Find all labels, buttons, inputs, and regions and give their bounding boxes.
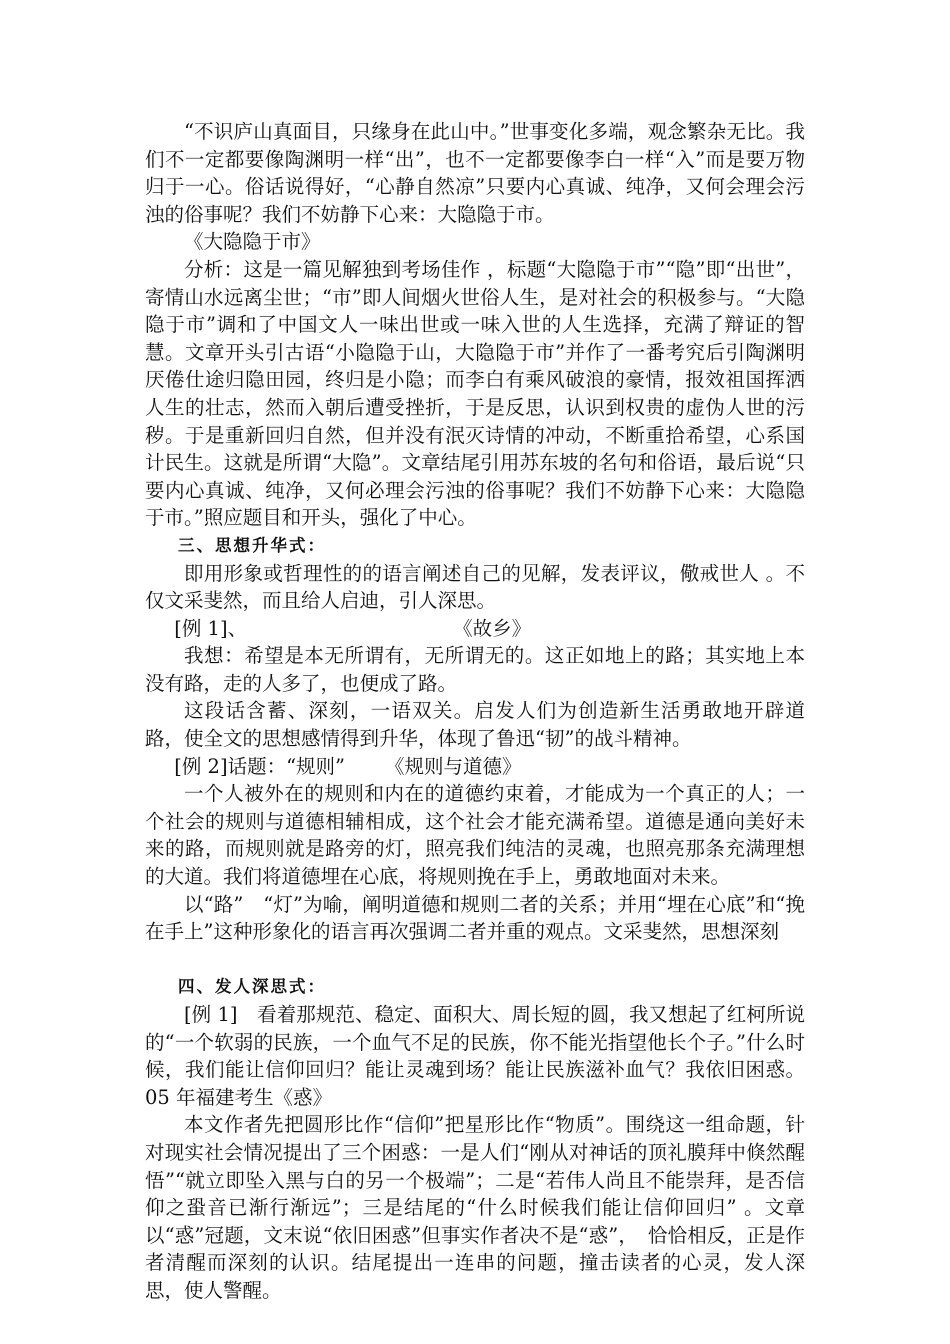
paragraph-method-3: 即用形象或哲理性的的语言阐述自己的见解，发表评议，儆戒世人 。不仅文采斐然，而且给人启迪，引人深思。: [145, 561, 805, 613]
paragraph-analysis: 分析：这是一篇见解独到考场佳作 ，标题“大隐隐于市”“隐”即“出世”，寄情山水远离尘世；“市”即人间烟火世俗人生，是对社会的积极参与。“大隐隐于市”调和了中国文人一味出世或一味入世的人生选择，充满了辩证的智慧。文章开头引古语“小隐隐于山，大隐隐于市”并作了一番考究后引陶渊明厌倦仕途归隐田园，终归是小隐；而李白有乘风破浪的豪情，报效祖国挥洒人生的壮志，然而入朝后遭受挫折，于是反思，认识到权贵的虚伪人世的污秽。于是重新回归自然，但并没有泯灭诗情的冲动，不断重拾希望，心系国计民生。这就是所谓“大隐”。文章结尾引用苏东坡的名句和俗语，最后说“只要内心真诚、纯净，又何必理会污浊的俗事呢？我们不妨静下心来：大隐隐于市。”照应题目和开头，强化了中心。: [145, 257, 805, 530]
section-heading-3: 三、思想升华式：: [178, 535, 326, 555]
section-heading-4: 四、发人深思式：: [178, 977, 326, 997]
paragraph-rules-analysis: 以“路” “灯”为喻，阐明道德和规则二者的关系；并用“埋在心底”和“挽在手上”这种形象化的语言再次强调二者并重的观点。文采斐然，思想深刻: [145, 892, 805, 944]
paragraph-intro-quote: “不识庐山真面目，只缘身在此山中。”世事变化多端，观念繁杂无比。我们不一定都要像陶渊明一样“出”，也不一定都要像李白一样“入”而是要万物归于一心。俗话说得好，“心静自然凉”只要内心真诚、纯净，又何会理会污浊的俗事呢？我们不妨静下心来：大隐隐于市。: [145, 120, 805, 226]
example-1-header: [145, 615, 805, 643]
paragraph-example-huo: [例 1] 看着那规范、稳定、面积大、周长短的圆，我又想起了红柯所说的“一个软弱的民族，一个血气不足的民族，你不能光指望他长个子。”什么时候，我们能让信仰回归？能让灵魂到场？能让民族滋补血气？我依旧困惑。05 年福建考生《惑》: [145, 1003, 805, 1109]
paragraph-hope-analysis: 这段话含蓄、深刻，一语双关。启发人们为创造新生活勇敢地开辟道路，使全文的思想感情得到升华，体现了鲁迅“韧”的战斗精神。: [145, 699, 805, 751]
paragraph-rules-quote: 一个人被外在的规则和内在的道德约束着，才能成为一个真正的人；一个社会的规则与道德相辅相成，这个社会才能充满希望。道德是通向美好未来的路，而规则就是路旁的灯，照亮我们纯洁的灵魂，也照亮那条充满理想的大道。我们将道德埋在心底，将规则挽在手上，勇敢地面对未来。: [145, 782, 805, 889]
blank-line: [145, 946, 805, 974]
essay-title-dayin: 《大隐隐于市》: [184, 230, 321, 254]
document-page: [145, 118, 805, 1305]
example-1-label: [例 1]、: [174, 616, 248, 640]
paragraph-huo-analysis: 本文作者先把圆形比作“信仰”把星形比作“物质”。围绕这一组命题，针对现实社会情况提出了三个困惑：一是人们“刚从对神话的顶礼膜拜中倏然醒悟”“就立即坠入黑与白的另一个极端”；二是“若伟人尚且不能崇拜，是否信仰之蛩音已渐行渐远”；三是结尾的“什么时候我们能让信仰回归” 。文章以“惑”冠题，文末说“依旧困惑”但事实作者决不是“惑”， 恰恰相反，正是作者清醒而深刻的认识。结尾提出一连串的问题，撞击读者的心灵，发人深思，使人警醒。: [145, 1113, 805, 1302]
example-2-header: [145, 753, 805, 781]
example-2-title: 《规则与道德》: [385, 754, 522, 778]
paragraph-hope-quote: 我想：希望是本无所谓有，无所谓无的。这正如地上的路；其实地上本没有路，走的人多了，也便成了路。: [145, 644, 805, 695]
example-2-label: [例 2]话题：“规则”: [174, 754, 346, 778]
example-1-title: 《故乡》: [453, 616, 532, 640]
